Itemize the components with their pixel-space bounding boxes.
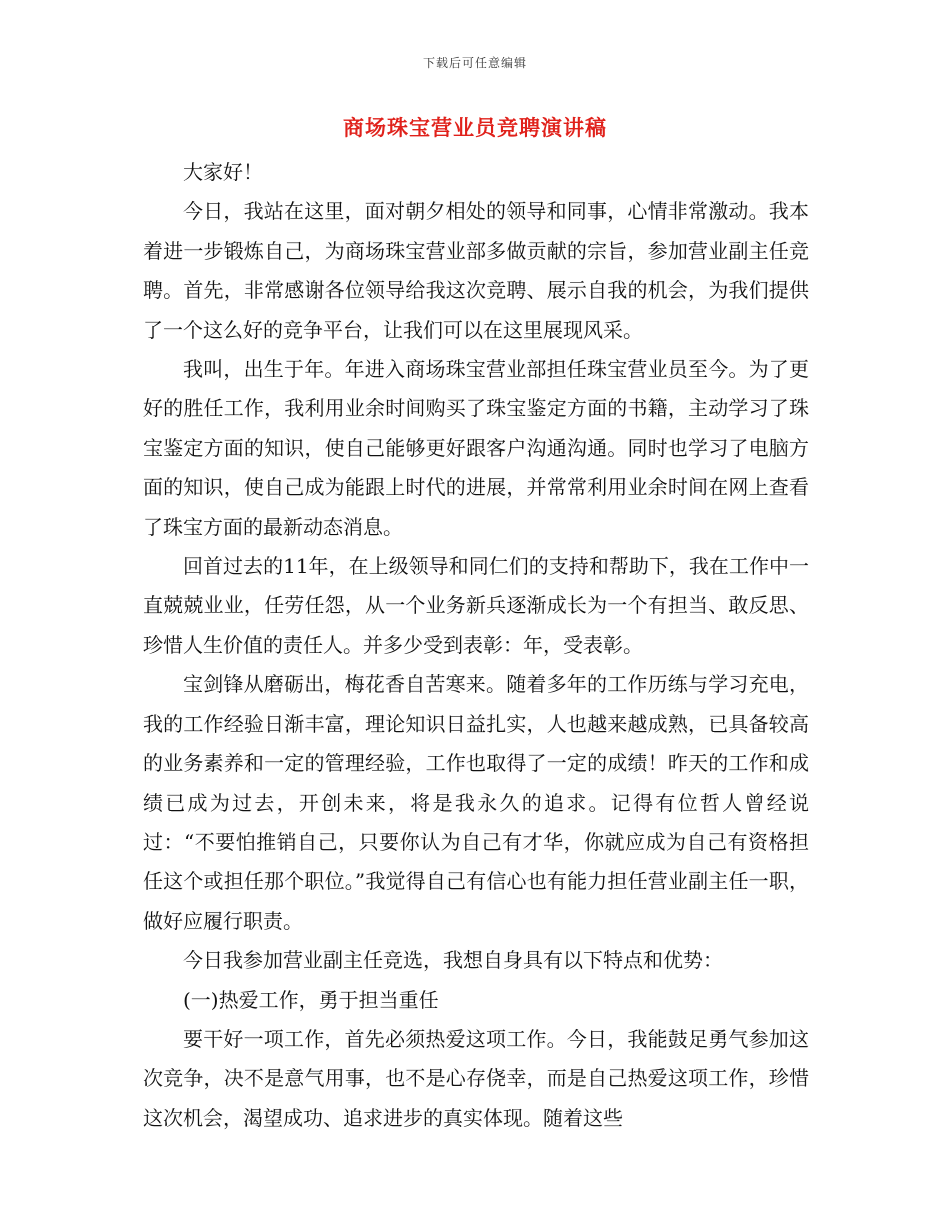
paragraph-experience: 宝剑锋从磨砺出，梅花香自苦寒来。随着多年的工作历练与学习充电，我的工作经验日渐丰富，理论知识日益扎实，人也越来越成熟，已具备较高的业务素养和一定的管理经验，工作也取得了一定的成绩！昨天的工作和成绩已成为过去，开创未来，将是我永久的追求。记得有位哲人曾经说过：“不要怕推销自己，只要你认为自己有才华，你就应成为自己有资格担任这个或担任那个职位。”我觉得自己有信心也有能力担任营业副主任一职，做好应履行职责。 [143, 672, 809, 933]
paragraph-love-work: 要干好一项工作，首先必须热爱这项工作。今日，我能鼓足勇气参加这次竞争，决不是意气用事，也不是心存侥幸，而是自己热爱这项工作，珍惜这次机会，渴望成功、追求进步的真实体现。随着这些 [143, 1026, 809, 1130]
paragraph-background: 我叫，出生于年。年进入商场珠宝营业部担任珠宝营业员至今。为了更好的胜任工作，我利用业余时间购买了珠宝鉴定方面的书籍，主动学习了珠宝鉴定方面的知识，使自己能够更好跟客户沟通沟通。同时也学习了电脑方面的知识，使自己成为能跟上时代的进展，并常常利用业余时间在网上查看了珠宝方面的最新动态消息。 [143, 357, 809, 539]
paragraph-advantages-intro: 今日我参加营业副主任竞选，我想自身具有以下特点和优势： [183, 948, 723, 973]
paragraph-review: 回首过去的11年，在上级领导和同仁们的支持和帮助下，我在工作中一直兢兢业业，任劳任怨，从一个业务新兵逐渐成长为一个有担当、敢反思、珍惜人生价值的责任人。并多少受到表彰：年，受表彰。 [143, 554, 809, 657]
paragraph-section-heading: (一)热爱工作，勇于担当重任 [183, 987, 439, 1012]
document-body [143, 153, 809, 1138]
paragraph-intro: 今日，我站在这里，面对朝夕相处的领导和同事，心情非常激动。我本着进一步锻炼自己，为商场珠宝营业部多做贡献的宗旨，参加营业副主任竞聘。首先，非常感谢各位领导给我这次竞聘、展示自我的机会，为我们提供了一个这么好的竞争平台，让我们可以在这里展现风采。 [143, 199, 809, 342]
paragraph-greeting: 大家好！ [183, 160, 263, 184]
header-note: 下载后可任意编辑 [422, 56, 527, 70]
document-title: 商场珠宝营业员竞聘演讲稿 [343, 115, 607, 140]
